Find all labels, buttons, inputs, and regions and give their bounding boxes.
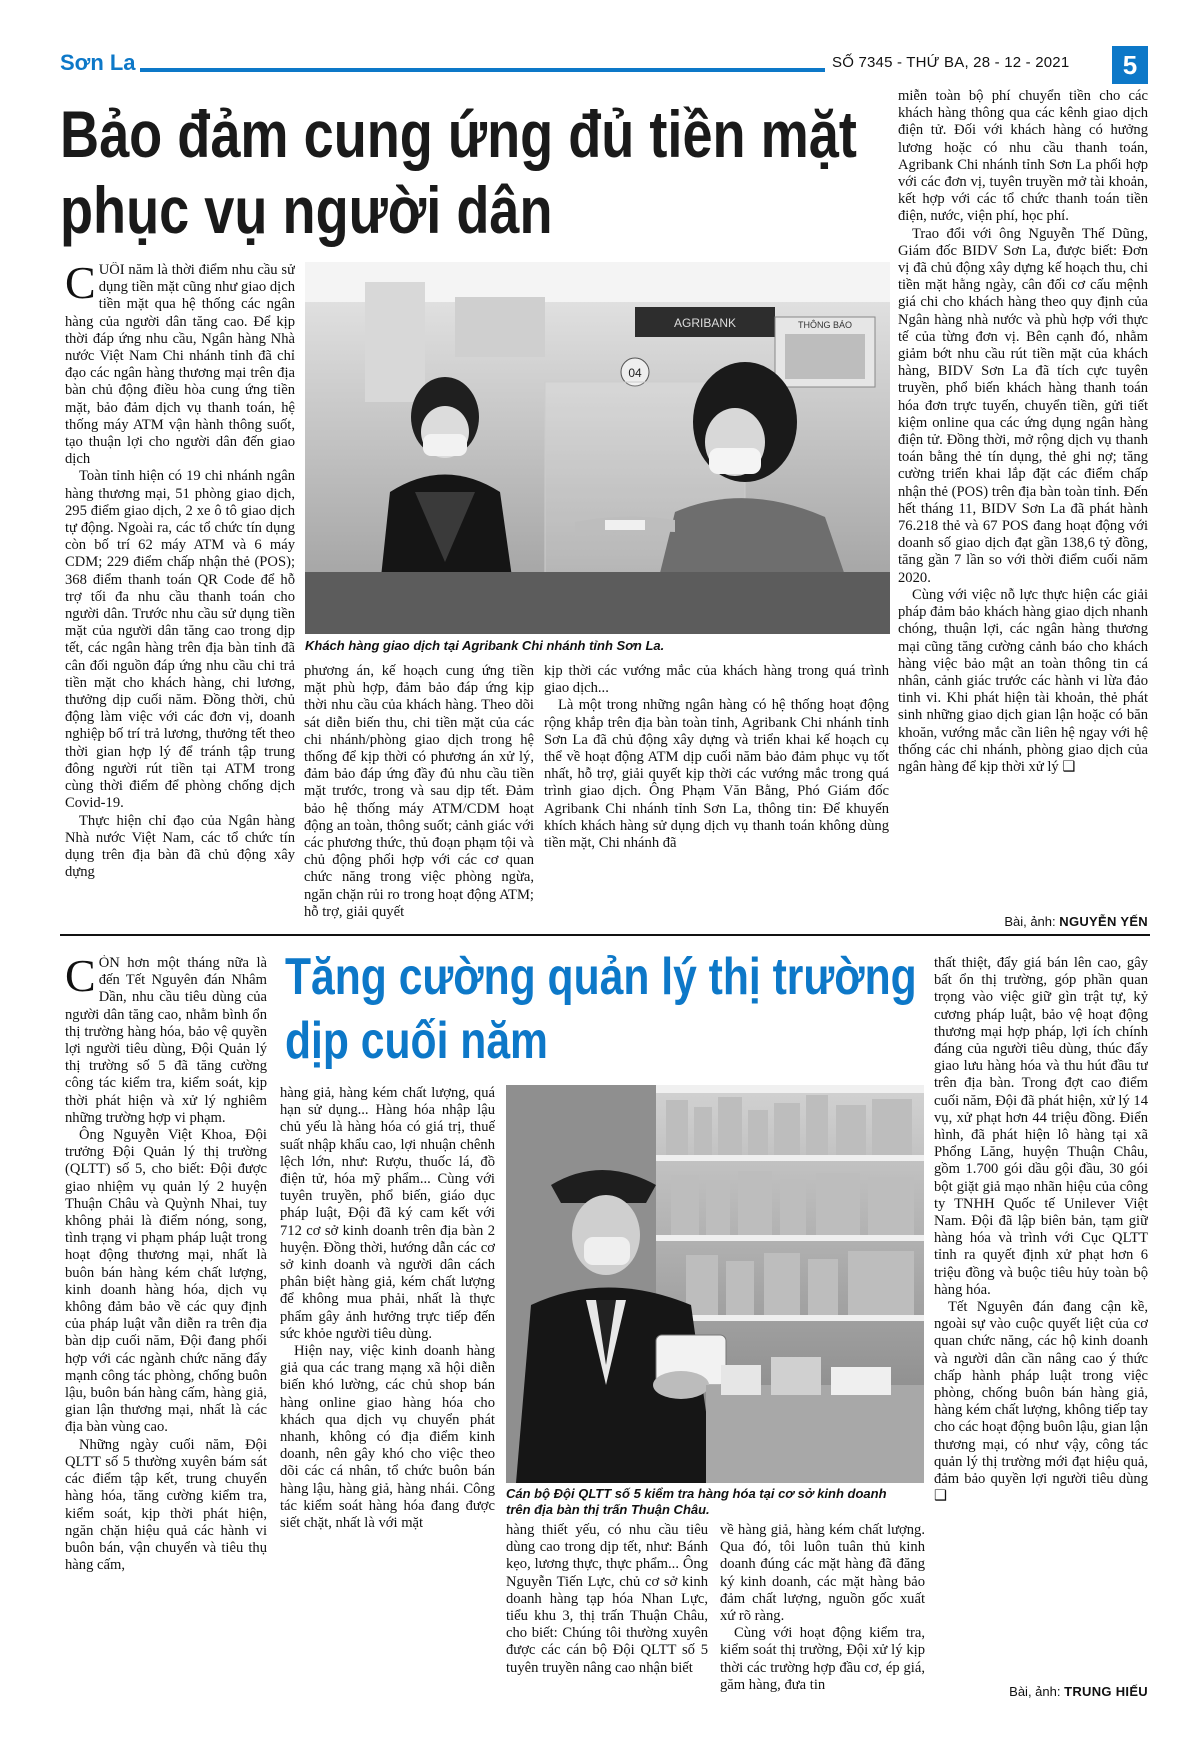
article2-lead: ÒN hơn một tháng nữa là đến Tết Nguyên đán Nhâm Dần, nhu cầu tiêu dùng của người dân tăng cao, nhằm bình ổn thị trường hàng hóa, bảo vệ quyền lợi người tiêu dùng, Đội Quản lý thị trường số 5 đã tăng cường công tác kiểm tra, kiểm soát, kịp thời phát hiện và xử lý nghiêm những trường hợp vi phạm. <box>65 955 267 1126</box>
article2-paragraph: Cùng với hoạt động kiểm tra, kiểm soát thị trường, Đội xử lý kịp thời các trường hợp đầu cơ, ép giá, găm hàng, đưa tin <box>720 1625 925 1693</box>
article2-paragraph: Hiện nay, việc kinh doanh hàng giả qua các trang mạng xã hội diễn biến khó lường, các chủ shop bán hàng online giao hàng hóa cho khách qua dịch vụ chuyển phát nhanh, không có địa điểm kinh doanh, nên gây khó cho việc theo dõi các cá nhân, tổ chức buôn bán hàng lậu, hàng giả, hàng nhái. Công tác kiểm soát hàng hóa đang được siết chặt, nhất là với mặt <box>280 1343 495 1532</box>
article2-title <box>285 948 917 1078</box>
article2-column-3 <box>506 1522 708 1732</box>
article1-paragraph: Cùng với việc nỗ lực thực hiện các giải pháp đảm bảo khách hàng giao dịch nhanh chóng, thuận lợi, các ngân hàng thương mại cũng tăng cường cảnh báo cho khách hàng việc bảo mật an toàn thông tin cá nhân, cảnh giác trước các hành vi lừa đảo tinh vi. Khi phát hiện tài khoản, thẻ phát sinh những giao dịch gian lận hoặc có băn khoăn, vướng mắc cần liên hệ ngay với hệ thống các chi nhánh, phòng giao dịch của ngân hàng để kịp thời xử lý ❑ <box>898 586 1148 775</box>
article1-column-3 <box>544 663 889 933</box>
market-inspection-photo <box>506 1085 924 1483</box>
byline-prefix: Bài, ảnh: <box>1009 1684 1061 1699</box>
bank-counter-photo <box>305 262 890 634</box>
section-label: Sơn La <box>60 50 136 75</box>
article2-column-5 <box>934 955 1148 1680</box>
article1-photo <box>305 262 890 634</box>
article1-column-1 <box>65 262 295 934</box>
article2-paragraph: Những ngày cuối năm, Đội QLTT số 5 thường xuyên bám sát các điểm tập kết, trung chuyển hàng hóa, tăng cường kiểm tra, kiểm soát, kịp thời phát hiện, ngăn chặn hiệu quả các hành vi buôn bán, vận chuyển và tiêu thụ hàng cấm, <box>65 1436 267 1574</box>
article2-title-line1: Tăng cường quản lý thị trường <box>285 948 917 1006</box>
counter-number-sign: 04 <box>628 366 642 380</box>
article1-title <box>60 97 857 252</box>
caption-line: Cán bộ Đội QLTT số 5 kiểm tra hàng hóa tại cơ sở kinh doanh <box>506 1486 887 1501</box>
article1-paragraph: Là một trong những ngân hàng có hệ thống hoạt động rộng khắp trên địa bàn toàn tỉnh, Agribank Chi nhánh tỉnh Sơn La đã chủ động xây dựng và triển khai kế hoạch cụ thể về hoạt động ATM dịp cuối năm bảo đảm phục vụ tốt nhất, hỗ trợ, giải quyết kịp thời các vướng mắc trong quá trình giao dịch. Ông Phạm Văn Bằng, Phó Giám đốc Agribank Chi nhánh tỉnh Sơn La, thông tin: Để khuyến khích khách hàng sử dụng dịch vụ thanh toán không dùng tiền mặt, Chi nhánh đã <box>544 697 889 852</box>
article1-paragraph: Toàn tỉnh hiện có 19 chi nhánh ngân hàng thương mại, 51 phòng giao dịch, 295 điểm giao dịch, 2 xe ô tô giao dịch tự động. Ngoài ra, các tổ chức tín dụng còn bố trí 62 máy ATM và 6 máy CDM; 229 điểm chấp nhận thẻ (POS); 368 điểm thanh toán QR Code để hỗ trợ tối đa nhu cầu thanh toán cho người dân. Trước nhu cầu sử dụng tiền mặt của người dân tăng cao trong dịp tết, các ngân hàng trên địa bàn tỉnh đã cân đối nguồn đáp ứng nhu cầu chi trả tiền mặt cho khách hàng, chi lương, thưởng dịp cuối năm. Đồng thời, chủ động làm việc với các đơn vị, doanh nghiệp bố trí trả lương, thưởng tết theo thời gian hợp lý để tránh tập trung đông người rút tiền tại ATM trong cùng thời điểm để phòng chống dịch Covid-19. <box>65 468 295 812</box>
article1-column-2 <box>304 663 534 933</box>
article2-byline <box>934 1684 1148 1699</box>
article2-paragraph: Ông Nguyễn Việt Khoa, Đội trưởng Đội Quản lý thị trường (QLTT) số 5, cho biết: Đội được giao nhiệm vụ quản lý 2 huyện Thuận Châu và Quỳnh Nhai, tuy không phải là điểm nóng, song, tình trạng vi phạm pháp luật trong hoạt động thương mại, nhất là buôn bán hàng kém chất lượng, kinh doanh hàng hóa, dịch vụ không đảm bảo về các quy định của pháp luật vẫn diễn ra trên địa bàn dịp cuối năm, Đội đang phối hợp với các ngành chức năng đẩy mạnh công tác phòng, chống buôn lậu, buôn bán hàng cấm, hàng giả, gian lận thương mại, nhất là các địa bàn vùng cao. <box>65 1127 267 1436</box>
issue-info: SỐ 7345 - THỨ BA, 28 - 12 - 2021 <box>832 54 1070 71</box>
byline-author: TRUNG HIẾU <box>1064 1684 1148 1699</box>
page-number: 5 <box>1112 46 1148 84</box>
article1-byline <box>898 914 1148 929</box>
article1-dropcap: C <box>65 262 96 308</box>
caption-line: trên địa bàn thị trấn Thuận Châu. <box>506 1502 710 1517</box>
article1-title-line2: phục vụ người dân <box>60 173 553 247</box>
article2-paragraph: hàng thiết yếu, có nhu cầu tiêu dùng cao trong dịp tết, như: Bánh kẹo, lương thực, thực phẩm... Ông Nguyễn Tiến Lực, chủ cơ sở kinh doanh hàng tạp hóa Nhan Lực, tiểu khu 3, thị trấn Thuận Châu, cho biết: Chúng tôi thường xuyên được các cán bộ Đội QLTT số 5 tuyên truyền nâng cao nhận biết <box>506 1522 708 1676</box>
article2-paragraph: thất thiệt, đẩy giá bán lên cao, gây bất ổn thị trường, góp phần quan trọng vào việc giữ gìn trật tự, kỷ cương pháp luật, bảo vệ hoạt động thương mại hợp pháp, lợi ích chính đáng của người tiêu dùng, thúc đẩy giao lưu hàng hóa và thu hút đầu tư trên địa bàn. Trong đợt cao điểm cuối năm, Đội đã phát hiện, xử lý 14 vụ, xử phạt hơn 44 triệu đồng. Điển hình, đã phát hiện lô hàng tại xã Phổng Lăng, huyện Thuận Châu, gồm 1.700 gói dầu gội đầu, 30 gói bột giặt giả mạo nhãn hiệu của công ty TNHH Quốc tế Unilever Việt Nam. Đội đã lập biên bản, tạm giữ hàng hóa và trình với Cục QLTT tỉnh ra quyết định xử phạt hơn 6 triệu đồng và buộc tiêu hủy toàn bộ hàng hóa. <box>934 955 1148 1298</box>
article1-column-4 <box>898 88 1148 910</box>
article-divider <box>60 934 1150 936</box>
notice-board-text: THÔNG BÁO <box>797 320 853 330</box>
article2-paragraph: Tết Nguyên đán đang cận kề, ngoài sự vào cuộc quyết liệt của cơ quan chức năng, các hộ kinh doanh và người dân cần nâng cao ý thức chấp hành pháp luật trong việc phòng, chống buôn bán hàng giả, hàng kém chất lượng, không tiếp tay cho các hoạt động buôn lậu, gian lận thương mại, có như vậy, công tác quản lý thị trường mới đạt hiệu quả, đảm bảo quyền lợi người tiêu dùng ❑ <box>934 1299 1148 1505</box>
article2-dropcap: C <box>65 955 96 1001</box>
article2-photo-caption <box>506 1486 926 1518</box>
byline-author: NGUYỄN YẾN <box>1059 914 1148 929</box>
article2-photo <box>506 1085 924 1483</box>
article1-paragraph: phương án, kế hoạch cung ứng tiền mặt phù hợp, đảm bảo đáp ứng kịp thời nhu cầu của khách hàng. Theo dõi sát diễn biến thu, chi tiền mặt của các chi nhánh/phòng giao dịch trong hệ thống để kịp thời có phương án xử lý, đảm bảo đáp ứng đầy đủ nhu cầu tiền mặt trước, trong và sau dịp tết. Đảm bảo hệ thống máy ATM/CDM hoạt động an toàn, thông suốt; cảnh giác với các phương thức, thủ đoạn phạm tội và chủ động phối hợp với các cơ quan chức năng trong việc phòng ngừa, ngăn chặn rủi ro trong hoạt động ATM; hỗ trợ, giải quyết <box>304 663 534 920</box>
article2-column-2 <box>280 1085 495 1730</box>
article2-paragraph: hàng giả, hàng kém chất lượng, quá hạn sử dụng... Hàng hóa nhập lậu chủ yếu là hàng hóa có giá trị, thuế suất nhập khẩu cao, lợi nhuận chênh lệch lớn, như: Rượu, thuốc lá, đồ điện tử, hóa mỹ phẩm... Cùng với tuyên truyền, phổ biến, giáo dục pháp luật, Đội đã ký cam kết với 712 cơ sở kinh doanh trên địa bàn 2 huyện. Đồng thời, hướng dẫn các cơ sở kinh doanh và người dân cách phân biệt hàng giả, kém chất lượng để không mua phải, nhất là thực phẩm gây ảnh hưởng trực tiếp đến sức khỏe người tiêu dùng. <box>280 1085 495 1342</box>
header-rule <box>140 68 825 72</box>
article2-column-1 <box>65 955 267 1730</box>
article1-paragraph: miễn toàn bộ phí chuyển tiền cho các khách hàng thông qua các kênh giao dịch điện tử. Đối với khách hàng có hưởng lương hoặc có nhu cầu thanh toán, Agribank Chi nhánh tỉnh Sơn La phối hợp với các đơn vị, tuyên truyền mở tài khoản, kết hợp với các tổ chức thanh toán tiền điện, nước, viện phí, học phí. <box>898 88 1148 225</box>
article1-paragraph: Trao đổi với ông Nguyễn Thế Dũng, Giám đốc BIDV Sơn La, được biết: Đơn vị đã chủ động xây dựng kế hoạch thu, chi tiền mặt hằng ngày, cân đối cơ cấu mệnh giá chi cho khách hàng theo quy định của Ngân hàng nhà nước và phù hợp với thực tế của từng đơn vị. Bên cạnh đó, nhằm giảm bớt nhu cầu rút tiền mặt của khách hàng, BIDV Sơn La đã tích cực tuyên truyền, phổ biến khách hàng thanh toán hóa đơn trực tuyến, chuyển tiền, gửi tiết kiệm online qua các ứng dụng ngân hàng điện tử. Đồng thời, mở rộng dịch vụ thanh toán bằng thẻ tín dụng, thẻ ghi nợ; tăng cường triển khai lắp đặt các điểm chấp nhận thẻ (POS) trên địa bàn toàn tỉnh. Đến hết tháng 11, BIDV Sơn La đã phát hành 76.218 thẻ và 67 POS đang hoạt động với doanh số giao dịch đạt gần 138,6 tỷ đồng, tăng gần 7 lần so với thời điểm cuối năm 2020. <box>898 225 1148 586</box>
article1-paragraph: kịp thời các vướng mắc của khách hàng trong quá trình giao dịch... <box>544 663 889 697</box>
article1-paragraph: Thực hiện chỉ đạo của Ngân hàng Nhà nước Việt Nam, các tổ chức tín dụng trên địa bàn đã chủ động xây dựng <box>65 812 295 881</box>
article2-title-line2: dịp cuối năm <box>285 1012 548 1070</box>
article2-column-4 <box>720 1522 925 1732</box>
article1-title-line1: Bảo đảm cung ứng đủ tiền mặt <box>60 97 857 171</box>
article1-lead: UỐI năm là thời điểm nhu cầu sử dụng tiền mặt cũng như giao dịch tiền mặt qua hệ thống các ngân hàng của người dân tăng cao. Để kịp thời đáp ứng nhu cầu, Ngân hàng Nhà nước Việt Nam Chi nhánh tỉnh đã chỉ đạo các ngân hàng thương mại trên địa bàn chủ động điều hòa cung ứng tiền mặt, bảo đảm dịch vụ thanh toán, hệ thống máy ATM vận hành thông suốt, tạo thuận lợi cho người dân đến giao dịch <box>65 262 295 468</box>
byline-prefix: Bài, ảnh: <box>1004 914 1056 929</box>
article2-paragraph: về hàng giả, hàng kém chất lượng. Qua đó, tôi luôn tuân thủ kinh doanh đúng các mặt hàng đã đăng ký kinh doanh, các mặt hàng bảo đảm chất lượng, nguồn gốc xuất xứ rõ ràng. <box>720 1522 925 1625</box>
bank-logo-text: AGRIBANK <box>673 316 737 330</box>
article1-photo-caption: Khách hàng giao dịch tại Agribank Chi nhánh tỉnh Sơn La. <box>305 638 665 653</box>
